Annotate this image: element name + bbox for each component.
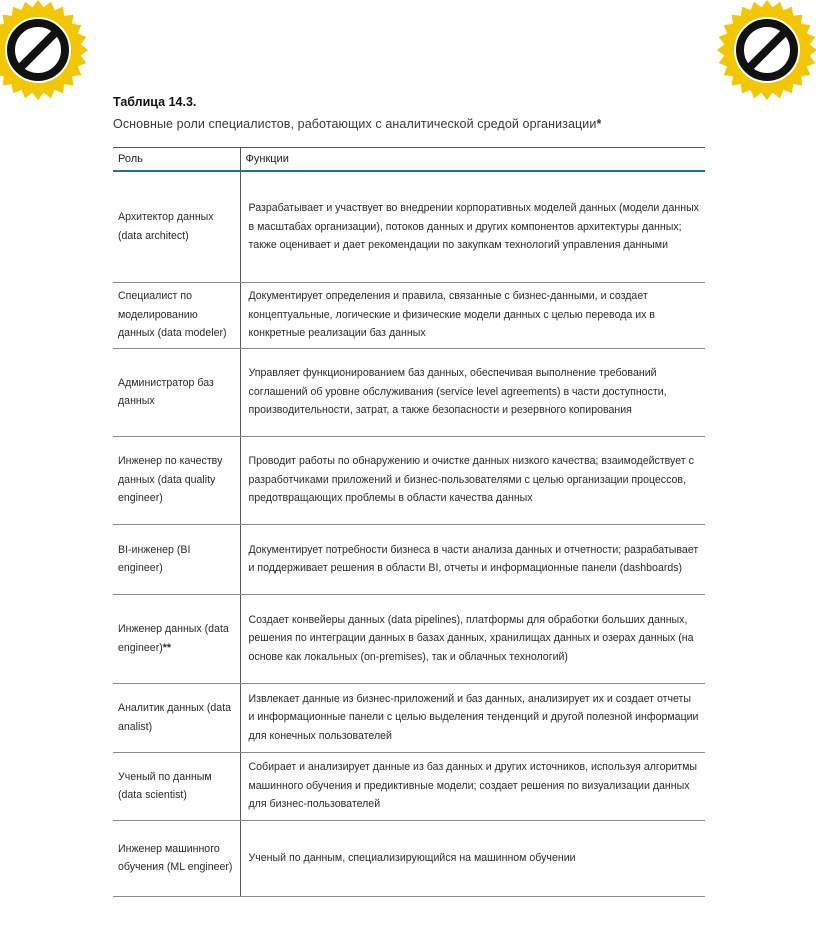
role-cell — [113, 436, 240, 524]
column-header-functions: Функции — [240, 148, 705, 172]
table-header-row — [113, 148, 705, 172]
role-name: Архитектор данных (data architect) — [118, 211, 214, 242]
role-name: Инженер данных (data engineer) — [118, 623, 229, 654]
column-header-role: Роль — [113, 148, 240, 172]
table-row — [113, 282, 705, 348]
role-name: Инженер по качеству данных (data quality engineer) — [118, 455, 223, 505]
functions-cell: Документирует определения и правила, связанные с бизнес-данными, и создает концептуальные, логические и физические модели данных с целью перевода их в конкретные реализации баз данных — [240, 282, 705, 348]
table-title: Таблица 14.3. — [113, 95, 197, 109]
role-footnote-mark: ** — [162, 641, 172, 654]
role-cell — [113, 348, 240, 436]
functions-cell: Разрабатывает и участвует во внедрении корпоративных моделей данных (модели данных в масштабах организации), потоков данных и других компонентов архитектуры данных; также оценивает и дает рекомендации по закупкам технологий управления данными — [240, 171, 705, 282]
footnote-mark: * — [596, 117, 602, 131]
table-row — [113, 683, 705, 752]
prohibition-seal-icon — [717, 0, 816, 100]
functions-cell: Собирает и анализирует данные из баз данных и других источников, используя алгоритмы машинного обучения и предиктивные модели; создает решения по визуализации данных для бизнес-пользователей — [240, 752, 705, 820]
role-name: Ученый по данным (data scientist) — [118, 770, 212, 801]
role-cell — [113, 820, 240, 896]
table-row — [113, 348, 705, 436]
role-cell — [113, 171, 240, 282]
table-row — [113, 436, 705, 524]
table-row — [113, 171, 705, 282]
table-subtitle — [113, 117, 713, 131]
role-cell — [113, 683, 240, 752]
functions-cell: Управляет функционированием баз данных, обеспечивая выполнение требований соглашений об уровне обслуживания (service level agreements) в части доступности, производительности, затрат, а также безопасности и резервного копирования — [240, 348, 705, 436]
role-cell — [113, 752, 240, 820]
prohibition-seal-icon — [0, 0, 88, 100]
functions-cell: Ученый по данным, специализирующийся на машинном обучении — [240, 820, 705, 896]
roles-table — [113, 147, 705, 897]
role-name: Специалист по моделированию данных (data modeler) — [118, 290, 227, 340]
functions-cell: Документирует потребности бизнеса в части анализа данных и отчетности; разрабатывает и поддерживает решения в области BI, отчеты и информационные панели (dashboards) — [240, 524, 705, 594]
role-name: Администратор баз данных — [118, 376, 214, 407]
table-row — [113, 524, 705, 594]
role-name: Аналитик данных (data analist) — [118, 702, 232, 733]
functions-cell: Извлекает данные из бизнес-приложений и баз данных, анализирует их и создает отчеты и информационные панели с целью выделения тенденций и другой полезной информации для конечных пользователей — [240, 683, 705, 752]
table-row — [113, 820, 705, 896]
role-name: BI-инженер (BI engineer) — [118, 543, 191, 574]
role-cell — [113, 282, 240, 348]
functions-cell: Проводит работы по обнаружению и очистке данных низкого качества; взаимодействует с разработчиками приложений и бизнес-пользователями с целью организации процессов, предотвращающих проблемы в области качества данных — [240, 436, 705, 524]
functions-cell: Создает конвейеры данных (data pipelines), платформы для обработки больших данных, решения по интеграции данных в базах данных, хранилищах данных и озерах данных (на основе как локальных (on-premises), так и облачных технологий) — [240, 594, 705, 683]
table-row — [113, 752, 705, 820]
role-name: Инженер машинного обучения (ML engineer) — [118, 842, 233, 873]
role-cell — [113, 524, 240, 594]
role-cell — [113, 594, 240, 683]
table-row — [113, 594, 705, 683]
subtitle-text: Основные роли специалистов, работающих с аналитической средой организации — [113, 117, 597, 131]
